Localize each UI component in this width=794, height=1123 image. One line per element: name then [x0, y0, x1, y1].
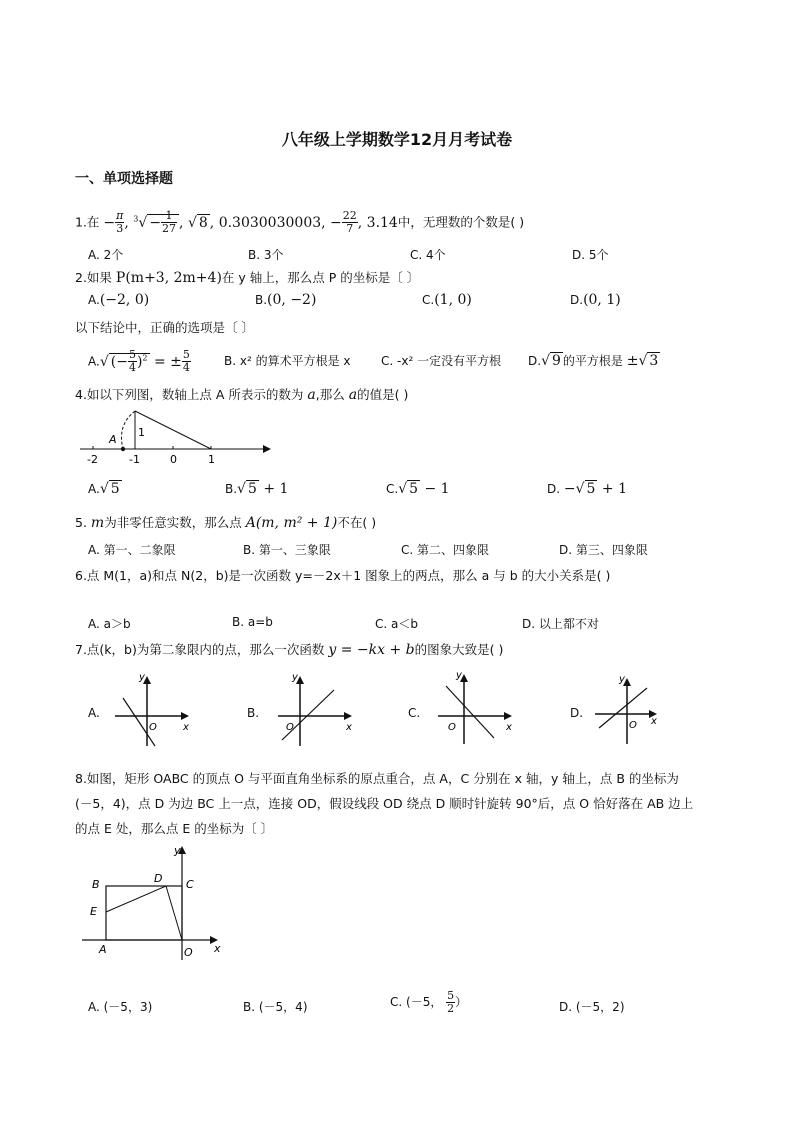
tick-label-1: 1 [208, 453, 215, 466]
q2-option-c-expr: (1, 0) [434, 292, 472, 308]
q6-option-b[interactable]: B. a=b [232, 615, 273, 629]
graph-d-origin-label: O [629, 720, 637, 731]
q8-option-d[interactable]: D. (－5，2) [559, 1000, 625, 1014]
q3-option-c[interactable]: C. -x² 一定没有平方根 [381, 354, 502, 368]
q4-number-line-figure [75, 405, 275, 467]
q6-stem: 6.点 M(1，a)和点 N(2，b)是一次函数 y=－2x＋1 图象上的两点，那么 a 与 b 的大小关系是( ) [75, 568, 611, 583]
graph-b-x-label: x [346, 722, 352, 733]
q1-prefix: 1.在 [75, 214, 100, 230]
q1-option-c[interactable]: C. 4个 [410, 248, 446, 262]
graph-c-y-label: y [456, 670, 462, 681]
q7-graph-c [428, 668, 518, 748]
q1-suffix: 中，无理数的个数是( ) [397, 214, 525, 230]
q8-stem-line3: 的点 E 处，那么点 E 的坐标为〔 〕 [75, 821, 274, 836]
fig8-label-x: x [214, 942, 221, 955]
tick-label-0: 0 [170, 453, 177, 466]
q3-option-a[interactable]: A.√ (− $\frac{5}{4}$ )$^2$ = ± $\frac{5}{4}$ [88, 348, 190, 374]
q5-option-c[interactable]: C. 第二、四象限 [401, 543, 490, 557]
graph-d-y-label: y [619, 674, 625, 685]
q5-stem: 5. m为非零任意实数，那么点 A(m, m² + 1)不在( ) [75, 515, 377, 531]
q4-stem: 4.如以下列图，数轴上点 A 所表示的数为 a,那么 a的值是( ) [75, 387, 409, 403]
q6-option-a[interactable]: A. a＞b [88, 617, 131, 631]
graph-d-line [599, 688, 647, 728]
q8-option-c[interactable]: C. (－5， $\frac{5}{2}$ ） [390, 989, 468, 1015]
tick-label-neg1: -1 [129, 453, 140, 466]
page-title: 八年级上学期数学12月月考试卷 [281, 130, 513, 149]
graph-c-x-label: x [506, 722, 512, 733]
graph-d-x-label: x [651, 716, 657, 727]
q7-expr: y = −kx + b [328, 642, 415, 658]
q3-option-d-expr2: ±√ 3 [626, 353, 659, 369]
fig8-label-e: E [90, 905, 97, 918]
q7-option-a[interactable]: A. [88, 706, 100, 720]
fig8-label-a: A [99, 943, 107, 956]
q1-option-a[interactable]: A. 2个 [88, 248, 124, 262]
q4-var-2: a [348, 387, 358, 403]
q8-stem-line1: 8.如图，矩形 OABC 的顶点 O 与平面直角坐标系的原点重合，点 A，C 分别在 x 轴，y 轴上，点 B 的坐标为 [75, 771, 679, 786]
q4-option-a-expr: √ 5 [99, 481, 120, 497]
q1-stem [75, 210, 524, 235]
q1-expr: − $\frac{\pi}{3}$ , $^3$√ − $\frac{1}{27}$ , √ 8 , 0.3030030003, − $\frac{22}{7}$ , 3.14 [103, 209, 398, 235]
graph-b-y-label: y [292, 672, 298, 683]
graph-a-y-label: y [139, 672, 145, 683]
q4-option-d[interactable]: D. −√ 5 + 1 [547, 481, 628, 497]
q5-expr: A(m, m² + 1) [245, 515, 338, 531]
fig8-segment-do [166, 886, 182, 940]
q4-option-c-expr: √ 5 − 1 [398, 481, 450, 497]
q7-graph-d [585, 672, 675, 752]
q2-stem [75, 268, 419, 286]
compass-arc [122, 411, 136, 449]
q7-option-b[interactable]: B. [247, 706, 260, 720]
q4-option-b[interactable]: B.√ 5 + 1 [225, 481, 289, 497]
q7-option-d[interactable]: D. [570, 706, 584, 720]
q4-option-b-expr: √ 5 + 1 [237, 481, 289, 497]
q4-option-d-expr: −√ 5 + 1 [563, 481, 628, 497]
q2-option-c[interactable]: C.(1, 0) [422, 292, 472, 308]
graph-a-x-arrow [181, 712, 189, 720]
q2-option-a[interactable]: A.(−2, 0) [88, 292, 150, 308]
q8-stem-line2: (－5，4)，点 D 为边 BC 上一点，连接 OD，假设线段 OD 绕点 D 顺时针旋转 90°后，点 O 恰好落在 AB 边上 [75, 796, 694, 811]
q8-option-a[interactable]: A. (－5，3) [88, 1000, 153, 1014]
q3-option-b[interactable]: B. x² 的算术平方根是 x [224, 354, 351, 368]
q2-option-a-expr: (−2, 0) [99, 292, 150, 308]
q6-option-c[interactable]: C. a＜b [375, 617, 418, 631]
graph-c-x-arrow [504, 712, 512, 720]
fig8-label-y: y [174, 844, 181, 857]
q8-option-c-fraction: $\frac{5}{2}$ [447, 989, 455, 1015]
graph-c-origin-label: O [448, 722, 456, 733]
fig8-label-o: O [184, 946, 193, 959]
q2-suffix: 在 y 轴上，那么点 P 的坐标是〔 〕 [221, 270, 420, 285]
q5-option-a[interactable]: A. 第一、二象限 [88, 543, 176, 557]
graph-a-origin-label: O [149, 722, 157, 733]
q3-option-a-expr: √ (− $\frac{5}{4}$ )$^2$ = ± $\frac{5}{4}$ [99, 348, 190, 374]
point-a-label: A [109, 433, 117, 446]
q7-graph-b [268, 672, 358, 752]
graph-b-x-arrow [344, 712, 352, 720]
q2-option-b[interactable]: B.(0, −2) [255, 292, 317, 308]
graph-b-origin-label: O [286, 722, 294, 733]
fig8-label-b: B [92, 878, 100, 891]
graph-a-x-label: x [183, 722, 189, 733]
tick-label-neg2: -2 [87, 453, 98, 466]
section-heading: 一、单项选择题 [75, 171, 173, 187]
fig8-label-d: D [154, 872, 163, 885]
fig8-segment-ed [106, 886, 166, 912]
q1-option-d[interactable]: D. 5个 [572, 248, 609, 262]
q7-option-c[interactable]: C. [408, 706, 421, 720]
q1-option-b[interactable]: B. 3个 [248, 248, 284, 262]
q4-option-a[interactable]: A.√ 5 [88, 481, 120, 497]
q8-option-b[interactable]: B. (－5，4) [243, 1000, 308, 1014]
number-line-arrow [263, 445, 271, 453]
q2-option-d[interactable]: D.(0, 1) [570, 292, 621, 308]
q7-graph-a [105, 672, 195, 752]
fig8-label-c: C [186, 878, 194, 891]
q3-option-d-expr: √ 9 [541, 353, 561, 369]
q3-stem: 以下结论中，正确的选项是〔 〕 [75, 320, 254, 335]
triangle-hypotenuse [135, 411, 211, 449]
fig8-rectangle-oabc [106, 886, 182, 940]
q2-option-b-expr: (0, −2) [267, 292, 317, 308]
q2-option-d-expr: (0, 1) [583, 292, 621, 308]
q7-stem: 7.点(k，b)为第二象限内的点，那么一次函数 y = −kx + b的图象大致是( ) [75, 642, 504, 658]
q2-expr: P(m+3, 2m+4) [115, 270, 222, 286]
q6-option-d[interactable]: D. 以上都不对 [522, 617, 599, 631]
point-a-dot [121, 447, 125, 451]
q5-option-b[interactable]: B. 第一、三象限 [243, 543, 331, 557]
q8-rectangle-figure [80, 842, 230, 964]
q3-option-d[interactable]: D.√ 9 的平方根是 ±√ 3 [528, 353, 659, 369]
q2-prefix: 2.如果 [75, 270, 112, 285]
q4-option-c[interactable]: C.√ 5 − 1 [386, 481, 450, 497]
height-label: 1 [138, 426, 145, 439]
q5-var: m [90, 515, 105, 531]
q4-var: a [307, 387, 316, 403]
q5-option-d[interactable]: D. 第三、四象限 [559, 543, 648, 557]
